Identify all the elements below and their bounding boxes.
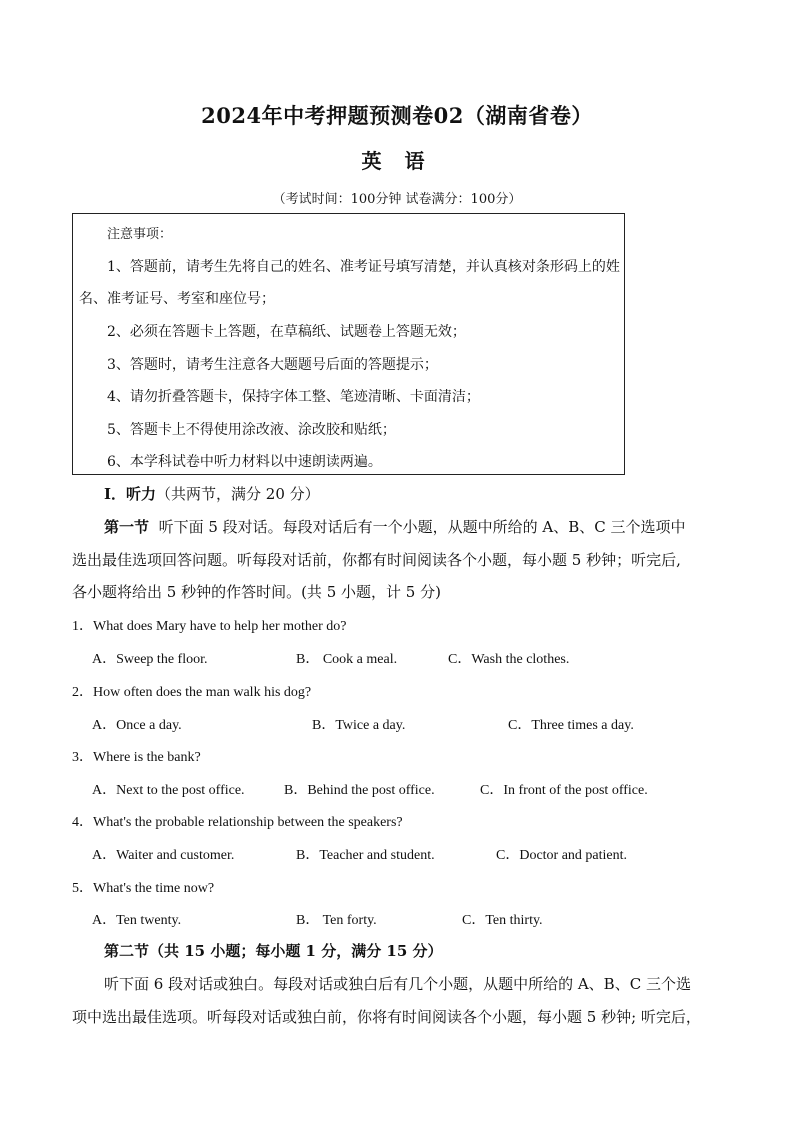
part-1-instruction-2: 选出最佳选项回答问题。听每段对话前，你都有时间阅读各个小题，每小题 5 秒钟；听完后, xyxy=(72,551,681,569)
notice-box xyxy=(72,213,625,475)
part-2-instruction-2: 项中选出最佳选项。听每段对话或独白前，你将有时间阅读各个小题，每小题 5 秒钟; 听完后， xyxy=(72,1008,701,1026)
part-1-instruction-1: 听下面 5 段对话。每段对话后有一个小题，从题中所给的 A、B、C 三个选项中 xyxy=(158,518,686,536)
section-1-label: I．听力 xyxy=(104,485,157,503)
notice-line-1: 1、答题前，请考生先将自己的姓名、准考证号填写清楚，并认真核对条形码上的姓 xyxy=(107,259,620,275)
q1-option-a: A．Sweep the floor. xyxy=(92,652,208,667)
section-1-score: （共两节，满分 20 分） xyxy=(156,485,320,503)
notice-line-6: 6、本学科试卷中听力材料以中速朗读两遍。 xyxy=(107,454,382,470)
q4-option-a: A．Waiter and customer. xyxy=(92,848,235,863)
part-1-instruction-3: 各小题将给出 5 秒钟的作答时间。(共 5 小题，计 5 分) xyxy=(72,583,441,601)
q5-option-a: A．Ten twenty. xyxy=(92,913,182,928)
q5-option-c: C．Ten thirty. xyxy=(462,913,543,928)
exam-time-info: （考试时间：100分钟 试卷满分：100分） xyxy=(272,192,522,207)
question-1: 1．What does Mary have to help her mother do? xyxy=(72,619,347,634)
q5-option-b: B． Ten forty. xyxy=(296,913,377,928)
q4-option-c: C．Doctor and patient. xyxy=(496,848,628,863)
notice-line-5: 5、答题卡上不得使用涂改液、涂改胶和贴纸； xyxy=(107,422,396,438)
part-1-line-1 xyxy=(104,516,686,537)
q3-option-c: C．In front of the post office. xyxy=(480,783,648,798)
notice-line-1-cont: 名、准考证号、考室和座位号； xyxy=(79,291,275,307)
page-title: 2024年中考押题预测卷02（湖南省卷） xyxy=(201,103,593,128)
q2-option-c: C．Three times a day. xyxy=(508,718,634,733)
q1-option-b: B． Cook a meal. xyxy=(296,652,398,667)
question-3: 3．Where is the bank? xyxy=(72,750,201,765)
section-1-heading xyxy=(104,483,320,504)
question-2: 2．How often does the man walk his dog? xyxy=(72,685,312,700)
q1-option-c: C．Wash the clothes. xyxy=(448,652,570,667)
question-4: 4．What's the probable relationship between the speakers? xyxy=(72,815,403,830)
q3-option-a: A．Next to the post office. xyxy=(92,783,245,798)
part-2-heading: 第二节（共 15 小题；每小题 1 分，满分 15 分） xyxy=(104,942,443,960)
q2-option-a: A．Once a day. xyxy=(92,718,182,733)
question-5: 5．What's the time now? xyxy=(72,881,215,896)
part-1-label: 第一节 xyxy=(104,518,150,536)
notice-line-2: 2、必须在答题卡上答题，在草稿纸、试题卷上答题无效； xyxy=(107,324,466,340)
notice-line-4: 4、请勿折叠答题卡，保持字体工整、笔迹清晰、卡面清洁； xyxy=(107,389,480,405)
q2-option-b: B．Twice a day. xyxy=(312,718,406,733)
subject-title: 英 语 xyxy=(361,149,433,173)
q3-option-b: B．Behind the post office. xyxy=(284,783,435,798)
notice-line-3: 3、答题时，请考生注意各大题题号后面的答题提示； xyxy=(107,357,438,373)
notice-heading: 注意事项： xyxy=(107,227,173,242)
part-2-instruction-1: 听下面 6 段对话或独白。每段对话或独白后有几个小题，从题中所给的 A、B、C 三个选 xyxy=(104,975,691,993)
q4-option-b: B．Teacher and student. xyxy=(296,848,435,863)
